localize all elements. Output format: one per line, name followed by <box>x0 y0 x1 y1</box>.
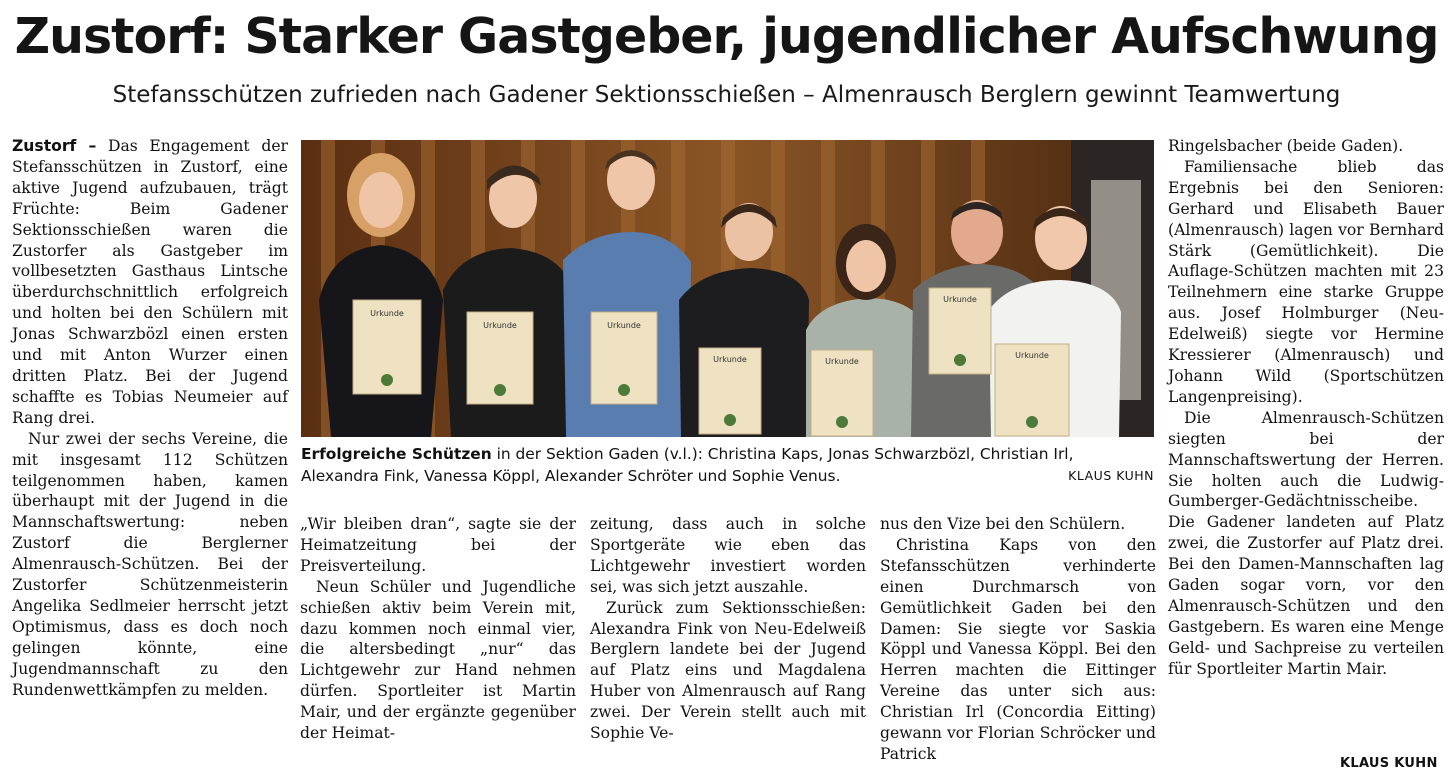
article-photo <box>301 140 1154 437</box>
paragraph: Zurück zum Sektionsschießen: Alexandra Fink von Neu-Edelweiß Berglern landete bei der Jugend auf Platz eins und Magdalena Huber von Almenrausch auf Rang zwei. Der Verein stellt auch mit Sophie Ve- <box>590 598 866 743</box>
article-column-3 <box>590 514 866 744</box>
svg-text:Urkunde: Urkunde <box>1015 351 1049 360</box>
certificate <box>995 344 1069 436</box>
svg-text:Urkunde: Urkunde <box>825 357 859 366</box>
svg-text:Urkunde: Urkunde <box>483 321 517 330</box>
article-column-1 <box>12 136 288 700</box>
paragraph: Die Almenrausch-Schützen siegten bei der Mannschaftswertung der Herren. Sie holten auch die Ludwig-Gumberger-Gedächtnisscheibe. Die Gadener landeten auf Platz zwei, die Zustorfer auf Platz drei. Bei den Damen-Mannschaften lag Gaden sogar vorn, vor den Almenrausch-Schützen und den Gastgebern. Es waren eine Menge Geld- und Sachpreise zu verteilen für Sportleiter Martin Mair. <box>1168 408 1444 678</box>
certificate <box>467 312 533 404</box>
paragraph: Ringelsbacher (beide Gaden). <box>1168 137 1404 155</box>
caption-text: in der Sektion Gaden (v.l.): Christina Kaps, Jonas Schwarzbözl, Christian Irl, Alexandra Fink, Vanessa Köppl, Alexander Schröter und Sophie Venus. <box>301 445 1074 485</box>
article-column-5 <box>1168 136 1444 680</box>
paragraph: Familiensache blieb das Ergebnis bei den Senioren: Gerhard und Elisabeth Bauer (Almenrausch) lagen vor Bernhard Stärk (Gemütlichkeit). Die Auflage-Schützen machten mit 23 Teilnehmern eine starke Gruppe aus. Josef Holmburger (Neu-Edelweiß) siegte vor Hermine Kressierer (Almenrausch) und Johann Wild (Sportschützen Langenpreising). <box>1168 157 1444 406</box>
caption-lead: Erfolgreiche Schützen <box>301 445 492 463</box>
paragraph: Nur zwei der sechs Vereine, die mit insgesamt 112 Schützen teilgenommen haben, kamen überhaupt mit der Jugend in die Mannschaftswertung: neben Zustorf die Berglerner Almenrausch-Schützen. Bei der Zustorfer Schützenmeisterin Angelika Sedlmeier herrscht jetzt Optimismus, dass es doch noch gelingen könnte, eine Jugendmannschaft zu den Rundenwettkämpfen zu melden. <box>12 429 288 699</box>
group-photo-illustration <box>301 140 1154 437</box>
certificate <box>353 300 421 394</box>
dateline: Zustorf – <box>12 137 97 155</box>
svg-text:Urkunde: Urkunde <box>607 321 641 330</box>
paragraph <box>12 136 288 429</box>
paragraph: „Wir bleiben dran“, sagte sie der Heimatzeitung bei der Preisverteilung. <box>300 515 576 575</box>
svg-text:Urkunde: Urkunde <box>713 355 747 364</box>
svg-text:Urkunde: Urkunde <box>943 295 977 304</box>
paragraph-text: Das Engagement der Stefansschützen in Zustorf, eine aktive Jugend aufzubauen, trägt Früchte: Beim Gadener Sektionsschießen waren die Zustorfer als Gastgeber im vollbesetzten Gasthaus Lintsche überdurchschnittlich erfolgreich und holten bei den Schülern mit Jonas Schwarzbözl einen ersten und mit Anton Wurzer einen dritten Platz. Bei der Jugend schaffte es Tobias Neumeier auf Rang drei. <box>12 137 288 427</box>
headline: Zustorf: Starker Gastgeber, jugendlicher Aufschwung <box>14 8 1439 65</box>
certificate <box>591 312 657 404</box>
svg-text:Urkunde: Urkunde <box>370 309 404 318</box>
certificate <box>699 348 761 434</box>
paragraph: Neun Schüler und Jugendliche schießen aktiv beim Verein mit, dazu kommen noch einmal vier, die altersbedingt „nur“ das Lichtgewehr zur Hand nehmen dürfen. Sportleiter ist Martin Mair, und der ergänzte gegenüber der Heimat- <box>300 577 576 743</box>
certificate <box>929 288 991 374</box>
photo-credit: KLAUS KUHN <box>1068 468 1154 483</box>
paragraph: nus den Vize bei den Schülern. <box>880 515 1126 533</box>
paragraph: zeitung, dass auch in solche Sportgeräte wie eben das Lichtgewehr investiert worden sei, was sich jetzt auszahle. <box>590 515 866 596</box>
subheadline: Stefansschützen zufrieden nach Gadener Sektionsschießen – Almenrausch Berglern gewinnt Teamwertung <box>112 82 1341 108</box>
photo-caption <box>301 443 1154 487</box>
article-column-4 <box>880 514 1156 765</box>
author-credit: KLAUS KUHN <box>1340 756 1438 771</box>
paragraph: Christina Kaps von den Stefansschützen verhinderte einen Durchmarsch von Gemütlichkeit Gaden bei den Damen: Sie siegte vor Saskia Köppl und Vanessa Köppl. Bei den Herren machten die Eittinger Vereine das unter sich aus: Christian Irl (Concordia Eitting) gewann vor Florian Schröcker und Patrick <box>880 535 1156 763</box>
certificate <box>811 350 873 436</box>
article-column-2 <box>300 514 576 744</box>
